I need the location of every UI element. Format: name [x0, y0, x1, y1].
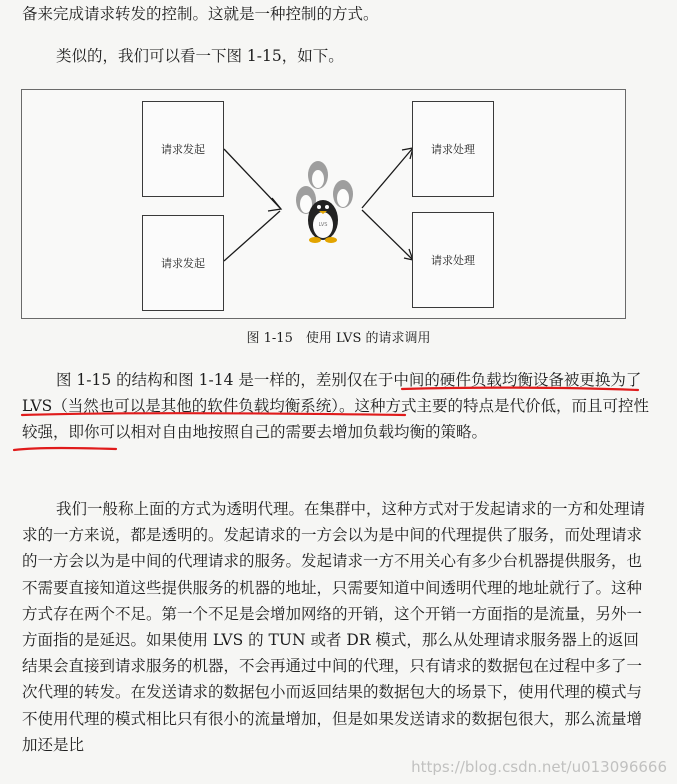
watermark: https://blog.csdn.net/u013096666	[411, 758, 667, 776]
red-underline-marks	[0, 360, 677, 460]
request-handler-box-2: 请求处理	[412, 212, 494, 308]
request-origin-box-2: 请求发起	[142, 215, 224, 311]
linux-penguins-icon	[22, 90, 625, 318]
paragraph-transparent-proxy: 我们一般称上面的方式为透明代理。在集群中，这种方式对于发起请求的一方和处理请求的一方来说，都是透明的。发起请求的一方会以为是中间的代理提供了服务，而处理请求的一方会以为是中间的代理请求的服务。发起请求一方不用关心有多少台机器提供服务，也不需要直接知道这些提供服务的机器的地址，只需要知道中间透明代理的地址就行了。这种方式存在两个不足。第一个不足是会增加网络的开销，这个开销一方面指的是流量，另外一方面指的是延迟。如果使用 LVS 的 TUN 或者 DR 模式，那么从处理请求服务器上的返回结果会直接到请求服务的机器，不会再通过中间的代理，只有请求的数据包在过程中多了一次代理的转发。在发送请求的数据包小而返回结果的数据包大的场景下，使用代理的模式与不使用代理的模式相比只有很小的流量增加，但是如果发送请求的数据包很大，那么流量增加还是比	[22, 500, 646, 754]
paragraph-similar: 类似的，我们可以看一下图 1-15，如下。	[56, 47, 344, 65]
penguin-badge-text: LVS	[318, 222, 328, 228]
request-origin-box-1: 请求发起	[142, 101, 224, 197]
figure-1-15	[21, 89, 626, 319]
paragraph-figure-description: 图 1-15 的结构和图 1-14 是一样的，差别仅在于中间的硬件负载均衡设备被更换为了 LVS（当然也可以是其他的软件负载均衡系统）。这种方式主要的特点是代价低，而且可控性较强，即你可以相对自由地按照自己的需要去增加负载均衡的策略。	[22, 371, 650, 442]
paragraph-intro-end: 备来完成请求转发的控制。这就是一种控制的方式。	[22, 5, 379, 23]
figure-caption: 图 1-15 使用 LVS 的请求调用	[246, 331, 431, 346]
request-handler-box-1: 请求处理	[412, 101, 494, 197]
